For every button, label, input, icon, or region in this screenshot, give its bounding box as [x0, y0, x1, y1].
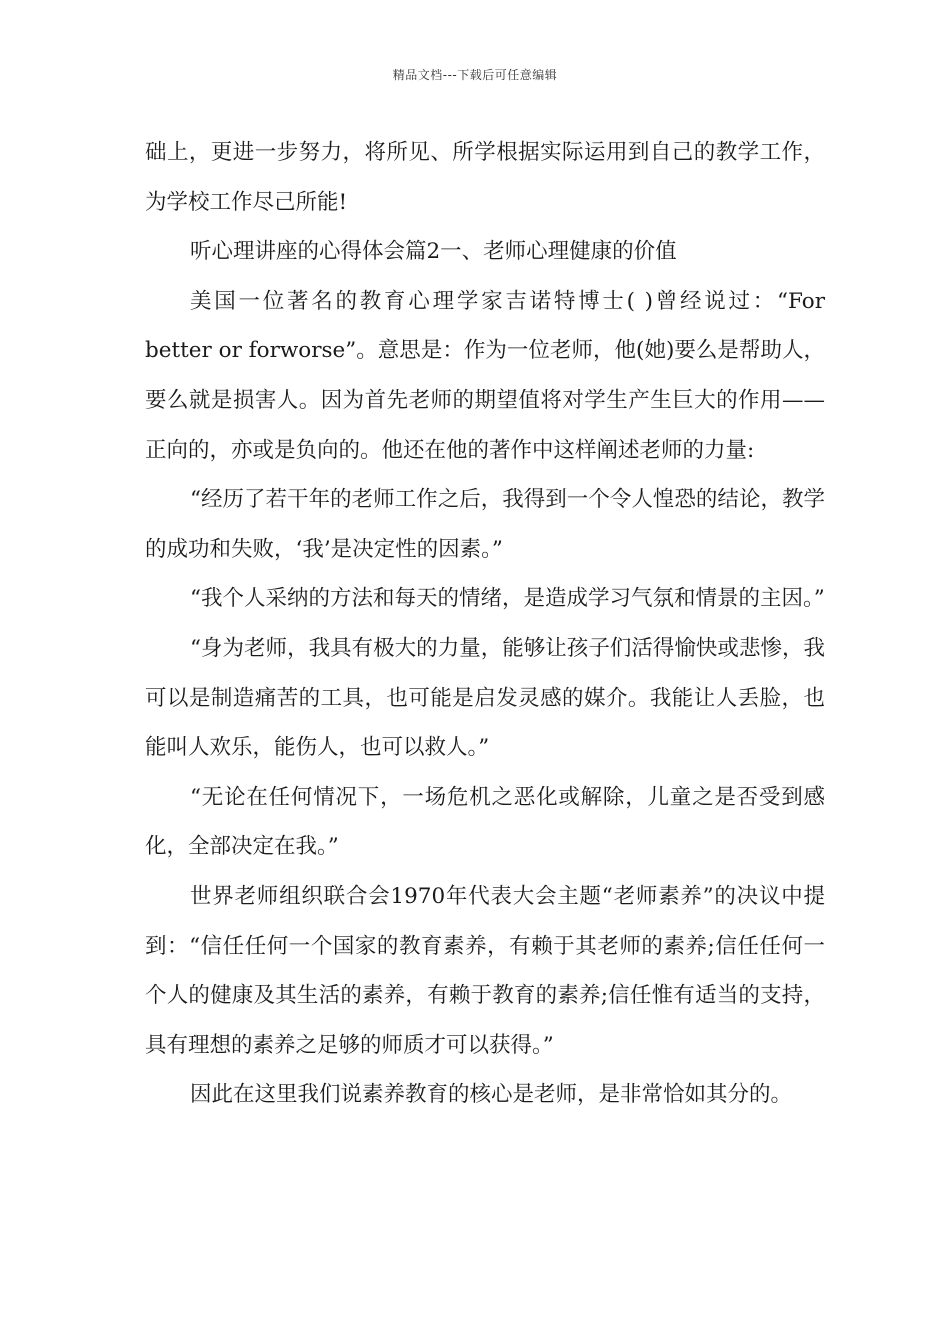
paragraph: 美国一位著名的教育心理学家吉诺特博士( )曾经说过：“For better or forworse”。意思是：作为一位老师，他(她)要么是帮助人，要么就是损害人。因为首先老师的期望值将对学生产生巨大的作用——正向的，亦或是负向的。他还在他的著作中这样阐述老师的力量:: [145, 288, 825, 463]
paragraph-quote: “我个人采纳的方法和每天的情绪，是造成学习气氛和情景的主因。”: [190, 586, 825, 612]
paragraph: 因此在这里我们说素养教育的核心是老师，是非常恰如其分的。: [190, 1082, 793, 1108]
paragraph-heading: 听心理讲座的心得体会篇2一、老师心理健康的价值: [190, 239, 677, 265]
document-body: [145, 128, 825, 1120]
paragraph-quote: “经历了若干年的老师工作之后，我得到一个令人惶恐的结论，教学的成功和失败，‘我’是决定性的因素。”: [145, 487, 825, 562]
page-header: 精品文档---下载后可任意编辑: [392, 68, 558, 82]
paragraph: 世界老师组织联合会1970年代表大会主题“老师素养”的决议中提到：“信任任何一个国家的教育素养，有赖于其老师的素养;信任任何一个人的健康及其生活的素养，有赖于教育的素养;信任惟有适当的支持，具有理想的素养之足够的师质才可以获得。”: [145, 883, 825, 1058]
paragraph: 础上，更进一步努力，将所见、所学根据实际运用到自己的教学工作，为学校工作尽己所能!: [145, 140, 825, 215]
paragraph-quote: “无论在任何情况下，一场危机之恶化或解除，儿童之是否受到感化，全部决定在我。”: [145, 784, 825, 860]
paragraph-quote: “身为老师，我具有极大的力量，能够让孩子们活得愉快或悲惨，我可以是制造痛苦的工具，也可能是启发灵感的媒介。我能让人丢脸，也能叫人欢乐，能伤人，也可以救人。”: [145, 635, 825, 761]
